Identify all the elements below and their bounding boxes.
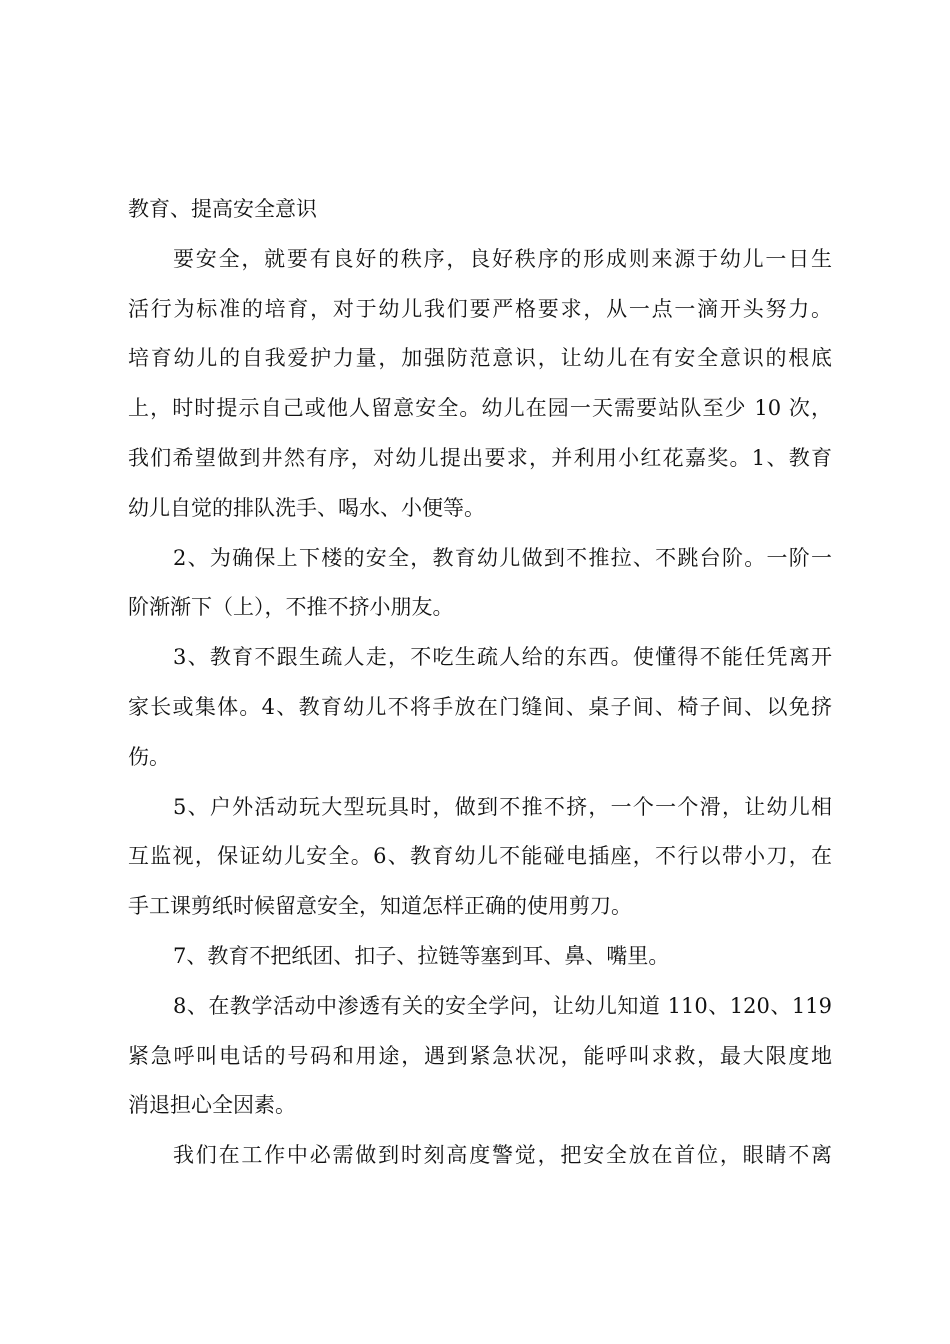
- text-line: 要安全，就要有良好的秩序，良好秩序的形成则来源于幼儿一日生: [173, 246, 832, 271]
- text-line: 消退担心全因素。: [128, 1093, 296, 1118]
- text-line: 幼儿自觉的排队洗手、喝水、小便等。: [128, 495, 485, 520]
- text-line: 教育、提高安全意识: [128, 197, 317, 221]
- text-line: 家长或集体。4、教育幼儿不将手放在门缝间、桌子间、椅子间、以免挤: [128, 694, 832, 719]
- text-line: 7、教育不把纸团、扣子、拉链等塞到耳、鼻、嘴里。: [173, 943, 670, 968]
- text-line: 我们在工作中必需做到时刻高度警觉，把安全放在首位，眼睛不离: [173, 1143, 832, 1168]
- text-line: 手工课剪纸时候留意安全，知道怎样正确的使用剪刀。: [128, 894, 632, 919]
- text-line: 我们希望做到井然有序，对幼儿提出要求，并利用小红花嘉奖。1、教育: [128, 445, 832, 470]
- text-line: 互监视，保证幼儿安全。6、教育幼儿不能碰电插座，不行以带小刀，在: [128, 844, 832, 869]
- text-line: 紧急呼叫电话的号码和用途，遇到紧急状况，能呼叫求救，最大限度地: [128, 1043, 832, 1068]
- text-line: 上，时时提示自己或他人留意安全。幼儿在园一天需要站队至少 10 次，: [128, 396, 832, 421]
- text-line: 培育幼儿的自我爱护力量，加强防范意识，让幼儿在有安全意识的根底: [128, 346, 832, 371]
- document-body: [128, 185, 832, 1181]
- text-line: 8、在教学活动中渗透有关的安全学问，让幼儿知道 110、120、119: [173, 993, 832, 1018]
- text-line: 伤。: [128, 744, 170, 769]
- text-line: 5、户外活动玩大型玩具时，做到不推不挤，一个一个滑，让幼儿相: [173, 794, 832, 819]
- text-line: 活行为标准的培育，对于幼儿我们要严格要求，从一点一滴开头努力。: [128, 296, 832, 321]
- text-line: 3、教育不跟生疏人走，不吃生疏人给的东西。使懂得不能任凭离开: [173, 645, 832, 670]
- text-line: 2、为确保上下楼的安全，教育幼儿做到不推拉、不跳台阶。一阶一: [173, 545, 832, 570]
- text-line: 阶渐渐下（上），不推不挤小朋友。: [128, 595, 454, 620]
